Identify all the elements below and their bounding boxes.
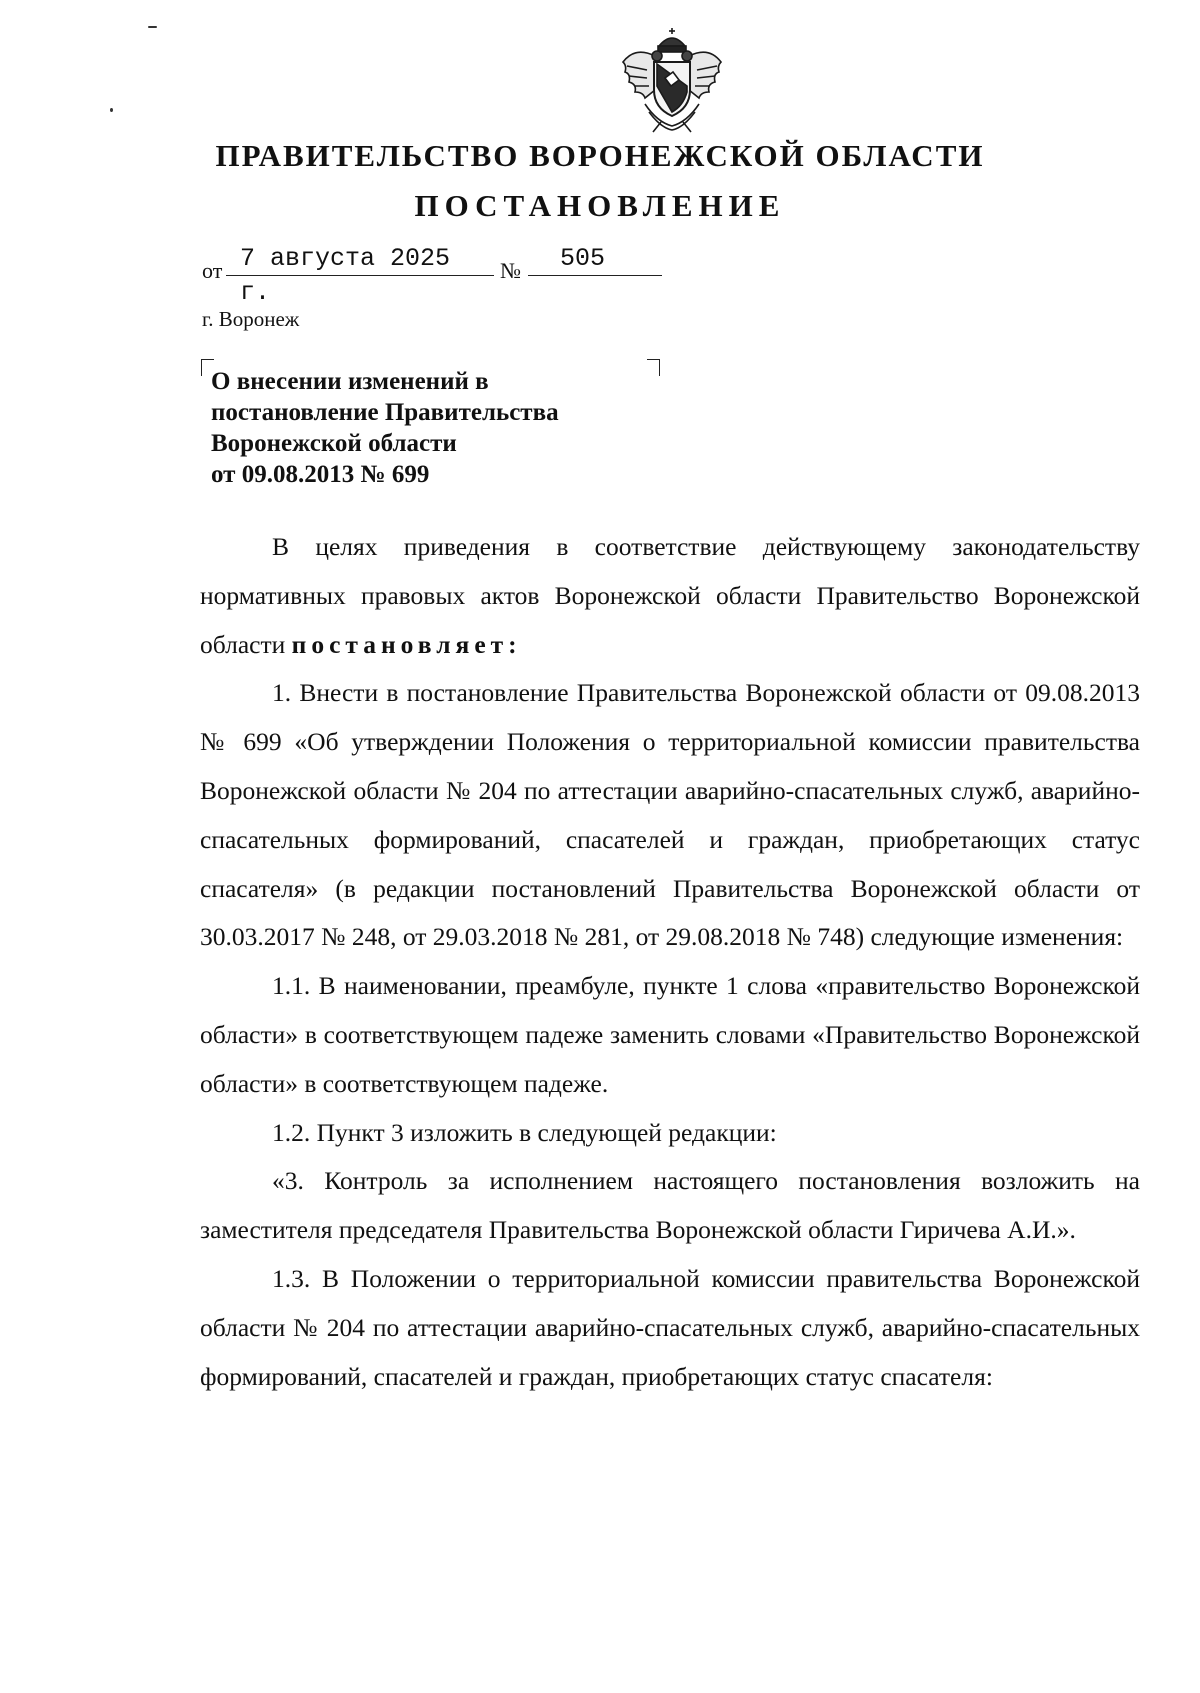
- scan-speck: [148, 26, 157, 28]
- subject-line: от 09.08.2013 № 699: [211, 461, 430, 488]
- item-1-2-quote-paragraph: «3. Контроль за исполнением настоящего постановления возложить на заместителя председателя Правительства Воронежской области Гиричева А.И.».: [200, 1166, 1140, 1245]
- item-1-paragraph: 1. Внести в постановление Правительства Воронежской области от 09.08.2013 № 699 «Об утверждении Положения о территориальной комиссии правительства Воронежской области № 204 по аттестации аварийно-спасательных служб, аварийно-спасательных формирований, спасателей и граждан, приобретающих статус спасателя» (в редакции постановлений Правительства Воронежской области от 30.03.2017 № 248, от 29.03.2018 № 281, от 29.08.2018 № 748) следующие изменения:: [200, 678, 1140, 952]
- document-body: [200, 523, 1140, 1401]
- document-number: 505: [528, 242, 662, 276]
- resolves-word: постановляет:: [291, 629, 522, 659]
- date-prefix-label: от: [202, 258, 223, 283]
- preamble-text: В целях приведения в соответствие действующему законодательству нормативных правовых актов Воронежской области Правительство Воронежской области: [200, 532, 1140, 659]
- document-subject: [211, 366, 559, 490]
- item-1-3-paragraph: 1.3. В Положении о территориальной комиссии правительства Воронежской области № 204 по аттестации аварийно-спасательных служб, аварийно-спасательных формирований, спасателей и граждан, приобретающих статус спасателя:: [200, 1263, 1140, 1391]
- subject-line: постановление Правительства: [211, 399, 559, 426]
- document-date: 7 августа 2025 г.: [226, 242, 494, 276]
- subject-line: Воронежской области: [211, 430, 457, 457]
- document-city: г. Воронеж: [202, 307, 300, 331]
- number-prefix-label: №: [500, 258, 521, 283]
- coat-of-arms-icon: [617, 26, 727, 134]
- item-1-2-paragraph: 1.2. Пункт 3 изложить в следующей редакции:: [272, 1117, 777, 1147]
- organization-name: ПРАВИТЕЛЬСТВО ВОРОНЕЖСКОЙ ОБЛАСТИ: [215, 138, 985, 173]
- preamble-paragraph: [200, 523, 1140, 669]
- subject-corner-right: [647, 359, 660, 376]
- scan-speck: [110, 108, 113, 112]
- document-type-title: ПОСТАНОВЛЕНИЕ: [414, 188, 786, 223]
- item-1-1-paragraph: 1.1. В наименовании, преамбуле, пункте 1 слова «правительство Воронежской области» в соответствующем падеже заменить словами «Правительство Воронежской области» в соответствующем падеже.: [200, 971, 1140, 1098]
- subject-line: О внесении изменений в: [211, 368, 489, 395]
